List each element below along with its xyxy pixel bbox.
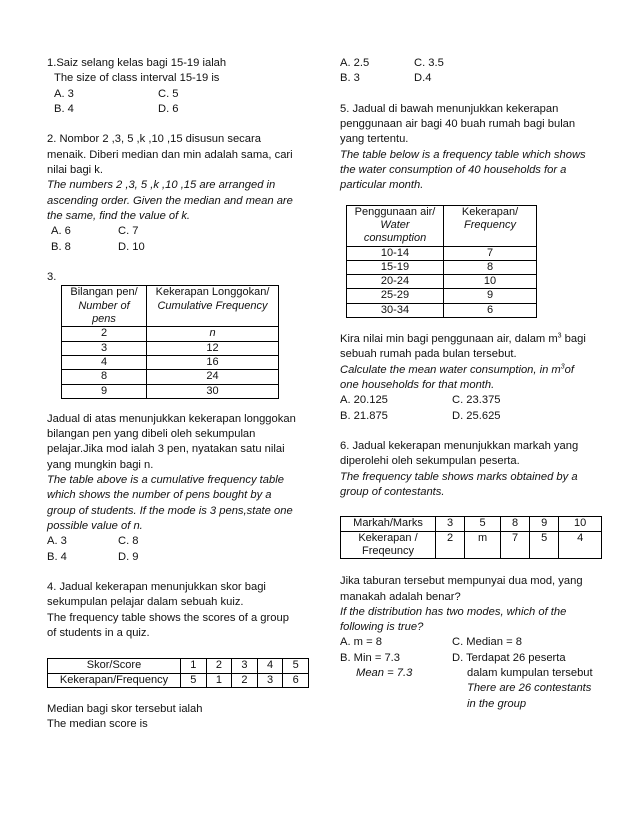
q4-option-d: D.4 bbox=[414, 72, 432, 85]
table-row: Skor/Score 1 2 3 4 5 bbox=[48, 659, 309, 673]
table-row: 2 n bbox=[62, 327, 279, 341]
table-row: 25-29 9 bbox=[347, 289, 537, 303]
q1-title-en: The size of class interval 15-19 is bbox=[54, 72, 220, 85]
question-1 bbox=[47, 56, 309, 117]
q2-option-a: A. 6 bbox=[51, 225, 71, 238]
q3-options-row1 bbox=[47, 534, 309, 549]
q4-text-en-2: of students in a quiz. bbox=[47, 626, 150, 639]
q4-options-row2 bbox=[340, 71, 602, 86]
q6-option-b: B. Min = 7.3 bbox=[340, 651, 401, 664]
q5-text-en-3: particular month. bbox=[340, 179, 424, 192]
q3-option-c: C. 8 bbox=[118, 535, 139, 548]
q3-text-en-4: possible value of n. bbox=[47, 519, 143, 532]
q5-text-en-1: The table below is a frequency table which shows bbox=[340, 148, 586, 161]
q4-score-table bbox=[47, 658, 309, 688]
q5-question-ms-2: sebuah rumah pada bulan tersebut. bbox=[340, 348, 517, 361]
q2-text-en-3: the same, find the value of k. bbox=[47, 209, 191, 222]
question-2 bbox=[47, 132, 309, 254]
q5-text-en-2: the water consumption of 40 households for a bbox=[340, 164, 567, 177]
q4-option-c: C. 3.5 bbox=[414, 57, 444, 69]
q3-options-row2 bbox=[47, 550, 309, 565]
q1-options-row1 bbox=[47, 87, 309, 102]
table-row: 30-34 6 bbox=[347, 303, 537, 317]
q6-text-ms-2: diperolehi oleh sekumpulan peserta. bbox=[340, 455, 520, 468]
q5-header-frequency: Kekerapan/ Frequency bbox=[444, 205, 537, 246]
q2-text-ms-3: nilai bagi k. bbox=[47, 164, 103, 177]
q1-options-row2 bbox=[47, 102, 309, 117]
q6-option-a: A. m = 8 bbox=[340, 636, 382, 649]
q3-text-ms-1: Jadual di atas menunjukkan kekerapan longgokan bbox=[47, 412, 296, 425]
table-row: 4 16 bbox=[62, 355, 279, 369]
q5-option-b: B. 21.875 bbox=[340, 409, 388, 422]
q6-option-d-en-2: in the group bbox=[467, 697, 527, 710]
q2-option-c: C. 7 bbox=[118, 225, 139, 238]
q5-text-ms-1: 5. Jadual di bawah menunjukkan kekerapan bbox=[340, 102, 559, 115]
q4-options-row1 bbox=[340, 56, 602, 71]
table-row: 15-19 8 bbox=[347, 260, 537, 274]
q4-option-a: A. 2.5 bbox=[340, 57, 370, 69]
table-row: Kekerapan/Frequency 5 1 2 3 6 bbox=[48, 673, 309, 687]
q3-text-en-1: The table above is a cumulative frequency table bbox=[47, 474, 284, 487]
q6-question-ms-1: Jika taburan tersebut mempunyai dua mod, yang bbox=[340, 575, 583, 588]
q6-option-d: D. Terdapat 26 peserta bbox=[452, 651, 566, 664]
q5-text-ms-3: yang tertentu. bbox=[340, 133, 409, 146]
question-6 bbox=[340, 439, 602, 712]
q5-option-c: C. 23.375 bbox=[452, 394, 501, 407]
q3-text-ms-3: pelajar.Jika mod ialah 3 pen, nyatakan satu nilai bbox=[47, 443, 285, 456]
q6-text-ms-1: 6. Jadual kekerapan menunjukkan markah yang bbox=[340, 440, 579, 453]
q6-row2-label: Kekerapan / Freqeuncy bbox=[341, 531, 436, 559]
q5-question-ms-1: Kira nilai min bagi penggunaan air, dalam $m^3$ bagi bbox=[340, 332, 586, 346]
q4-text-ms-2: sekumpulan pelajar dalam sebuah kuiz. bbox=[47, 596, 244, 609]
q4-option-b: B. 3 bbox=[340, 72, 360, 85]
q4-text-ms-1: 4. Jadual kekerapan menunjukkan skor bagi bbox=[47, 581, 266, 594]
q6-option-d-line2: dalam kumpulan tersebut bbox=[467, 666, 593, 679]
q5-option-a: A. 20.125 bbox=[340, 394, 388, 407]
q4-footer-en: The median score is bbox=[47, 718, 148, 731]
q2-options-row2 bbox=[47, 240, 309, 255]
q2-text-en-2: ascending order. Given the median and mean are bbox=[47, 194, 293, 207]
q5-header-consumption: Penggunaan air/ Water consumption bbox=[347, 205, 444, 246]
q6-question-en-2: following is true? bbox=[340, 621, 424, 634]
q6-options-row3 bbox=[340, 666, 602, 681]
table-row: Kekerapan / Freqeuncy 2 m 7 5 4 bbox=[341, 531, 602, 559]
q5-water-table bbox=[346, 205, 537, 318]
q2-text-en-1: The numbers 2 ,3, 5 ,k ,10 ,15 are arranged in bbox=[47, 179, 276, 192]
q5-text-ms-2: penggunaan air bagi 40 buah rumah bagi bulan bbox=[340, 118, 576, 131]
right-column bbox=[340, 56, 602, 712]
q2-option-d: D. 10 bbox=[118, 240, 145, 253]
table-row: 20-24 10 bbox=[347, 275, 537, 289]
q5-option-d: D. 25.625 bbox=[452, 409, 501, 422]
q1-option-b: B. 4 bbox=[54, 102, 74, 115]
q3-text-ms-2: bilangan pen yang dibeli oleh sekumpulan bbox=[47, 428, 256, 441]
q1-option-c: C. 5 bbox=[158, 87, 179, 100]
q4-options bbox=[340, 56, 602, 87]
q6-text-en-2: group of contestants. bbox=[340, 486, 445, 499]
q6-option-d-en-1: There are 26 contestants bbox=[467, 682, 592, 695]
q5-question-en-1: Calculate the mean water consumption, in $m^3of$ bbox=[340, 362, 575, 376]
q2-option-b: B. 8 bbox=[51, 240, 71, 253]
q6-question-ms-2: manakah adalah benar? bbox=[340, 590, 461, 603]
table-row: 9 30 bbox=[62, 384, 279, 398]
q3-cumulative-table bbox=[61, 285, 279, 398]
q3-number: 3. bbox=[47, 271, 57, 284]
q2-text-ms-2: menaik. Diberi median dan min adalah sama, cari bbox=[47, 148, 293, 161]
left-column bbox=[47, 56, 309, 732]
q2-text-ms-1: 2. Nombor 2 ,3, 5 ,k ,10 ,15 disusun secara bbox=[47, 133, 261, 146]
q6-option-c: C. Median = 8 bbox=[452, 636, 522, 649]
q6-options-row1 bbox=[340, 635, 602, 650]
q3-text-en-2: which shows the number of pens bought by a bbox=[47, 489, 272, 502]
q4-text-en-1: The frequency table shows the scores of a group bbox=[47, 611, 289, 624]
question-4 bbox=[47, 580, 309, 732]
q2-options-row1 bbox=[47, 224, 309, 239]
q5-question-en-2: one households for that month. bbox=[340, 378, 495, 391]
q3-option-b: B. 4 bbox=[47, 550, 67, 563]
q1-option-a: A. 3 bbox=[54, 87, 74, 100]
q5-options-row2 bbox=[340, 409, 602, 424]
table-row: 8 24 bbox=[62, 370, 279, 384]
q6-question-en-1: If the distribution has two modes, which of the bbox=[340, 605, 567, 618]
q1-title: 1.Saiz selang kelas bagi 15-19 ialah bbox=[47, 57, 227, 69]
q3-header-cumfreq: Kekerapan Longgokan/ Cumulative Frequency bbox=[147, 286, 279, 327]
q3-option-a: A. 3 bbox=[47, 535, 67, 548]
q5-options-row1 bbox=[340, 393, 602, 408]
question-5 bbox=[340, 102, 602, 424]
table-row: Markah/Marks 3 5 8 9 10 bbox=[341, 517, 602, 531]
q6-marks-table bbox=[340, 516, 602, 559]
table-row: 3 12 bbox=[62, 341, 279, 355]
q3-text-ms-4: yang mungkin bagi n. bbox=[47, 458, 154, 471]
q3-text-en-3: group of students. If the mode is 3 pens,state one bbox=[47, 504, 293, 517]
q3-header-pens: Bilangan pen/ Number of pens bbox=[62, 286, 147, 327]
q1-option-d: D. 6 bbox=[158, 102, 179, 115]
q6-option-b-en: Mean = 7.3 bbox=[356, 666, 413, 679]
q4-footer-ms: Median bagi skor tersebut ialah bbox=[47, 702, 203, 715]
table-row: 10-14 7 bbox=[347, 246, 537, 260]
q6-text-en-1: The frequency table shows marks obtained by a bbox=[340, 470, 578, 483]
question-3 bbox=[47, 270, 309, 565]
q6-options-row2 bbox=[340, 651, 602, 666]
q3-option-d: D. 9 bbox=[118, 550, 139, 563]
